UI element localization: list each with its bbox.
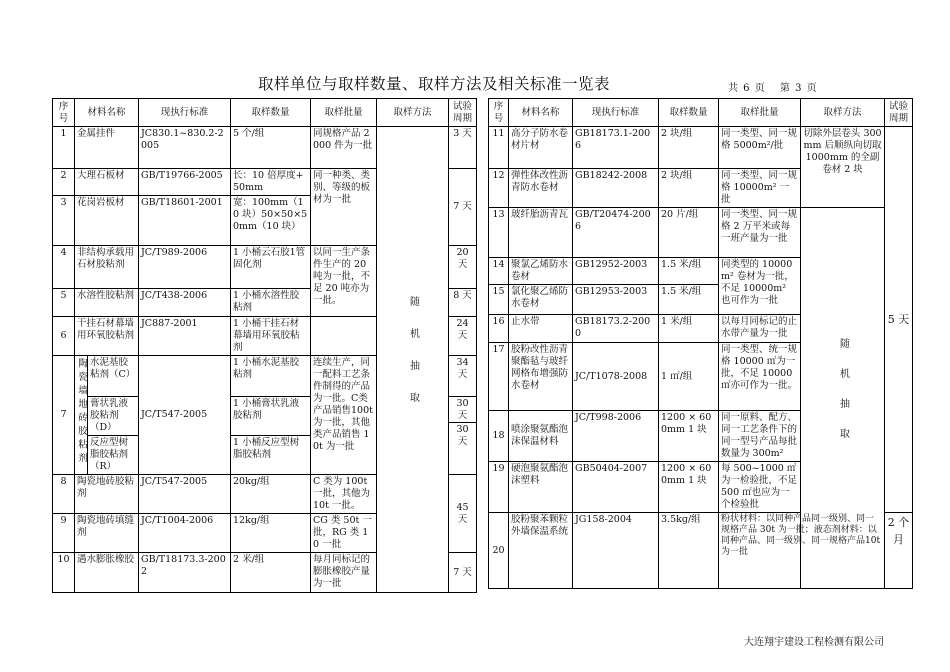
table-row: 12 弹性体改性沥青防水卷材 GB18242-2008 2 块/组 同一类型、同一规格 10000m² 一批 <box>489 169 913 208</box>
header-seq: 序号 <box>53 99 75 127</box>
table-row: 6 干挂石材幕墙用环氧胶粘剂 JC887-2001 1 小桶干挂石材幕墙用环氧胶粘剂 24 天 <box>53 317 477 356</box>
header-method: 取样方法 <box>377 99 449 127</box>
sampling-note: 切除外层卷头 300mm 后顺纵向切取 1000mm 的全副卷材 2 块 <box>801 127 885 208</box>
table-row: 3 花岗岩板材 GB/T18601-2001 宽：100mm（10 块）50×50×50mm（10 块） <box>53 196 477 246</box>
header-standard: 现执行标准 <box>573 99 659 127</box>
company-name: 大连翔宇建设工程检测有限公司 <box>744 637 884 648</box>
header-batch: 取样批量 <box>719 99 801 127</box>
table-row: 10 遇水膨胀橡胶 GB/T18173.3-2002 2 米/组 每月同标记的膨胀橡胶产量为一批 7 天 <box>53 553 477 593</box>
group-label: 陶瓷墙地砖胶粘剂 <box>75 356 88 474</box>
page-title: 取样单位与取样数量、取样方法及相关标准一览表 <box>258 75 611 93</box>
table-row: 18 喷涂聚氨酯泡沫保温材料 JC/T998-2006 1200 × 600mm 1 块 同一原料、配方、同一工艺条件下的同一型号产品每批数量为 300m² <box>489 411 913 462</box>
header-batch: 取样批量 <box>311 99 377 127</box>
table-row: 7 陶瓷墙地砖胶粘剂 水泥基胶粘剂（C） 膏状乳液胶粘剂（D） 反应型树脂胶粘剂（R） JC/T547-2005 1 小桶水泥基胶粘剂 1 小桶膏状乳液胶粘剂 1 小桶反应型树脂胶粘剂 连续生产，同一配料工艺条件制得的产品为一批。C类产品销售100t 为一批，其他类产品销售 10t 为一批 34 天 30 天 30 天 <box>53 356 477 475</box>
table-row: 13 玻纤胎沥青瓦 GB/T20474-2006 20 片/组 同一类型、同一规格 2 万平米或每一班产量为一批 随机抽取 <box>489 208 913 258</box>
table-row: 5 水溶性胶粘剂 JC/T438-2006 1 小桶水溶性胶粘剂 8 天 <box>53 289 477 317</box>
table-row: 2 大理石板材 GB/T19766-2005 长：10 倍厚度+50mm 同一种类、类别、等级的板材为一批 7 天 <box>53 169 477 196</box>
table-row: 14 聚氯乙烯防水卷材 GB12952-2003 1.5 米/组 同类型的 10000m² 卷材为一批，不足 10000m² 也可作为一批 <box>489 258 913 285</box>
table-row: 9 陶瓷地砖填缝剂 JC/T1004-2006 12kg/组 CG 类 50t 一批，RG 类 10 一批 <box>53 514 477 553</box>
table-row: 16 止水带 GB18173.2-2000 1 米/组 以每月同标记的止水带产量为一批 <box>489 315 913 343</box>
header-method: 取样方法 <box>801 99 885 127</box>
table-row: 8 陶瓷地砖胶粘剂 JC/T547-2005 20kg/组 C 类为 100t 一批，其他为 10t 一批。 45 天 <box>53 475 477 514</box>
table-row: 1 金属挂件 JC830.1~830.2-2005 5 个/组 同规格产品 2000 件为一批 随机抽取 3 天 <box>53 127 477 169</box>
sampling-method: 随机抽取 <box>801 208 885 589</box>
header-name: 材料名称 <box>509 99 573 127</box>
table-row: 20 胶粉聚苯颗粒外墙保温系统 JG158-2004 3.5kg/组 粉状材料：以同种产品同一级别、同一规格产品 30t 为一批；液态剂材料：以同种产品、同一级别、同一规格产品10t 为一批 2 个月 <box>489 513 913 589</box>
sampling-method: 随机抽取 <box>377 127 449 593</box>
period-2-months: 2 个月 <box>885 513 913 589</box>
table-row: 4 非结构承载用石材胶粘剂 JC/T989-2006 1 小桶云石胶1管固化剂 以同一生产条件生产的 20 吨为一批，不足 20 吨亦为一批。 20 天 <box>53 246 477 289</box>
table-row: 17 胶粉改性沥青聚酯毡与玻纤网格布增强防水卷材 JC/T1078-2008 1 ㎡/组 同一类型、统一规格 10000 ㎡为一批，不足 10000 ㎡亦可作为一批。 <box>489 343 913 411</box>
header-standard: 现执行标准 <box>139 99 231 127</box>
header-period: 试验周期 <box>449 99 477 127</box>
header-seq: 序号 <box>489 99 509 127</box>
left-table <box>52 98 477 593</box>
table-row: 15 氯化聚乙烯防水卷材 GB12953-2003 1.5 米/组 <box>489 285 913 315</box>
header-quantity: 取样数量 <box>231 99 311 127</box>
header-period: 试验周期 <box>885 99 913 127</box>
header-quantity: 取样数量 <box>659 99 719 127</box>
table-row: 19 硬泡聚氨酯泡沫塑料 GB50404-2007 1200 × 600mm 1 块 每 500~1000 ㎡为一检验批，不足 500 ㎡也应为一个检验批 <box>489 462 913 513</box>
right-table <box>488 98 913 589</box>
page-info: 共 6 页 第 3 页 <box>728 83 817 94</box>
period-5-days: 5 天 <box>885 127 913 513</box>
table-row: 11 高分子防水卷材片材 GB18173.1-2006 2 块/组 同一类型、同一规格 5000m²/批 切除外层卷头 300mm 后顺纵向切取 1000mm 的全副卷材 2 块 5 天 <box>489 127 913 169</box>
header-name: 材料名称 <box>75 99 139 127</box>
